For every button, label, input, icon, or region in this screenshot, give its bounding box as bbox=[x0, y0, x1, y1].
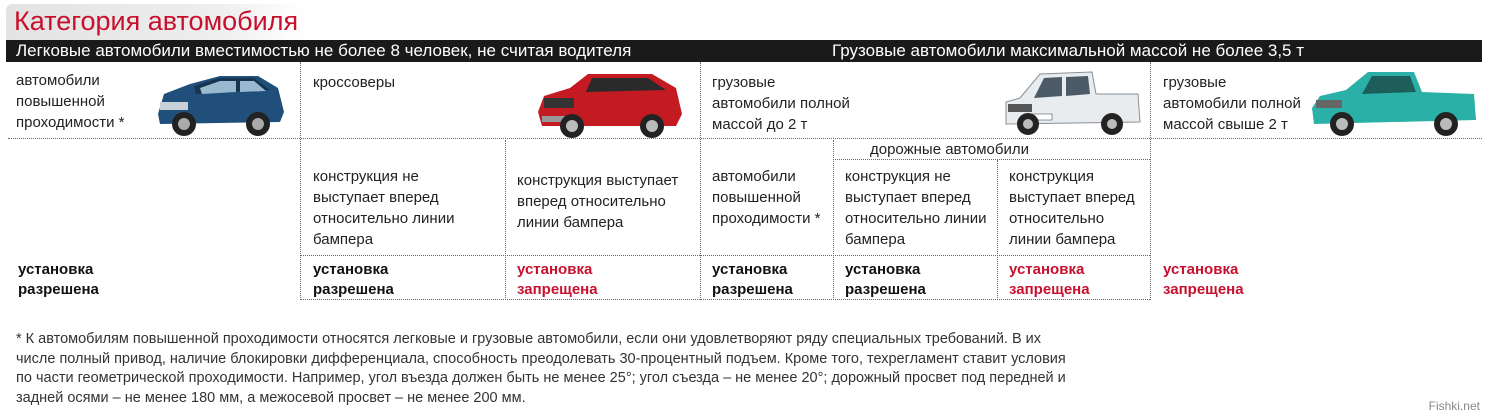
verdict-offroad: установка разрешена bbox=[18, 261, 99, 298]
verdict-trucks-over-2t: установка запрещена bbox=[1163, 261, 1244, 298]
grid-divider bbox=[700, 62, 701, 300]
grid-divider bbox=[833, 140, 834, 300]
grid-divider bbox=[505, 140, 506, 300]
condition-offroad-truck: автомобили повышенной проходимости * bbox=[712, 168, 821, 227]
condition-protruding: конструкция выступает вперед относительно линии бампера bbox=[517, 172, 679, 231]
condition-road-not-protruding: конструкция не выступает вперед относительно линии бампера bbox=[845, 168, 987, 248]
grid-divider bbox=[300, 255, 1150, 256]
category-offroad: автомобили повышенной проходимости * bbox=[16, 72, 125, 131]
watermark: Fishki.net bbox=[1428, 399, 1480, 413]
verdict-road-not-protruding: установка разрешена bbox=[845, 261, 926, 298]
verdict-crossover-not-protruding: установка разрешена bbox=[313, 261, 394, 298]
grid-divider bbox=[300, 62, 301, 300]
grid-divider bbox=[997, 160, 998, 300]
crossover-photo bbox=[530, 64, 690, 142]
footnote: * К автомобилям повышенной проходимости относятся легковые и грузовые автомобили, если они удовлетворяют ряду специальных требований. В их числе полный привод, наличие блокировки дифференциала, способность преодолевать 30-процентный подъем. Кроме того, техрегламент ставит условия по части геометрической проходимости. Например, угол въезда должен быть не менее 25°; угол съезда – не менее 20°; дорожный просвет под передней и задней осями – не менее 180 мм, а межосевой просвет – не менее 200 мм. bbox=[16, 331, 1066, 406]
verdict-crossover-protruding: установка запрещена bbox=[517, 261, 598, 298]
niva-pickup-photo bbox=[1000, 62, 1145, 140]
suv-photo bbox=[150, 62, 290, 140]
category-crossovers: кроссоверы bbox=[313, 74, 396, 91]
truck-group-heading: Грузовые автомобили максимальной массой не более 3,5 т bbox=[832, 41, 1305, 60]
verdict-road-protruding: установка запрещена bbox=[1009, 261, 1090, 298]
passenger-group-heading: Легковые автомобили вместимостью не более 8 человек, не считая водителя bbox=[16, 41, 632, 60]
condition-not-protruding: конструкция не выступает вперед относительно линии бампера bbox=[313, 168, 455, 248]
grid-divider bbox=[1150, 62, 1151, 300]
condition-road-protruding: конструкция выступает вперед относительно линии бампера bbox=[1009, 168, 1135, 248]
road-vehicles-label: дорожные автомобили bbox=[870, 141, 1030, 158]
teal-pickup-photo bbox=[1306, 62, 1481, 140]
verdict-offroad-truck: установка разрешена bbox=[712, 261, 793, 298]
category-trucks-over-2t: грузовые автомобили полной массой свыше 2 т bbox=[1163, 74, 1301, 133]
page-title: Категория автомобиля bbox=[14, 6, 299, 36]
category-trucks-under-2t: грузовые автомобили полной массой до 2 т bbox=[712, 74, 850, 133]
